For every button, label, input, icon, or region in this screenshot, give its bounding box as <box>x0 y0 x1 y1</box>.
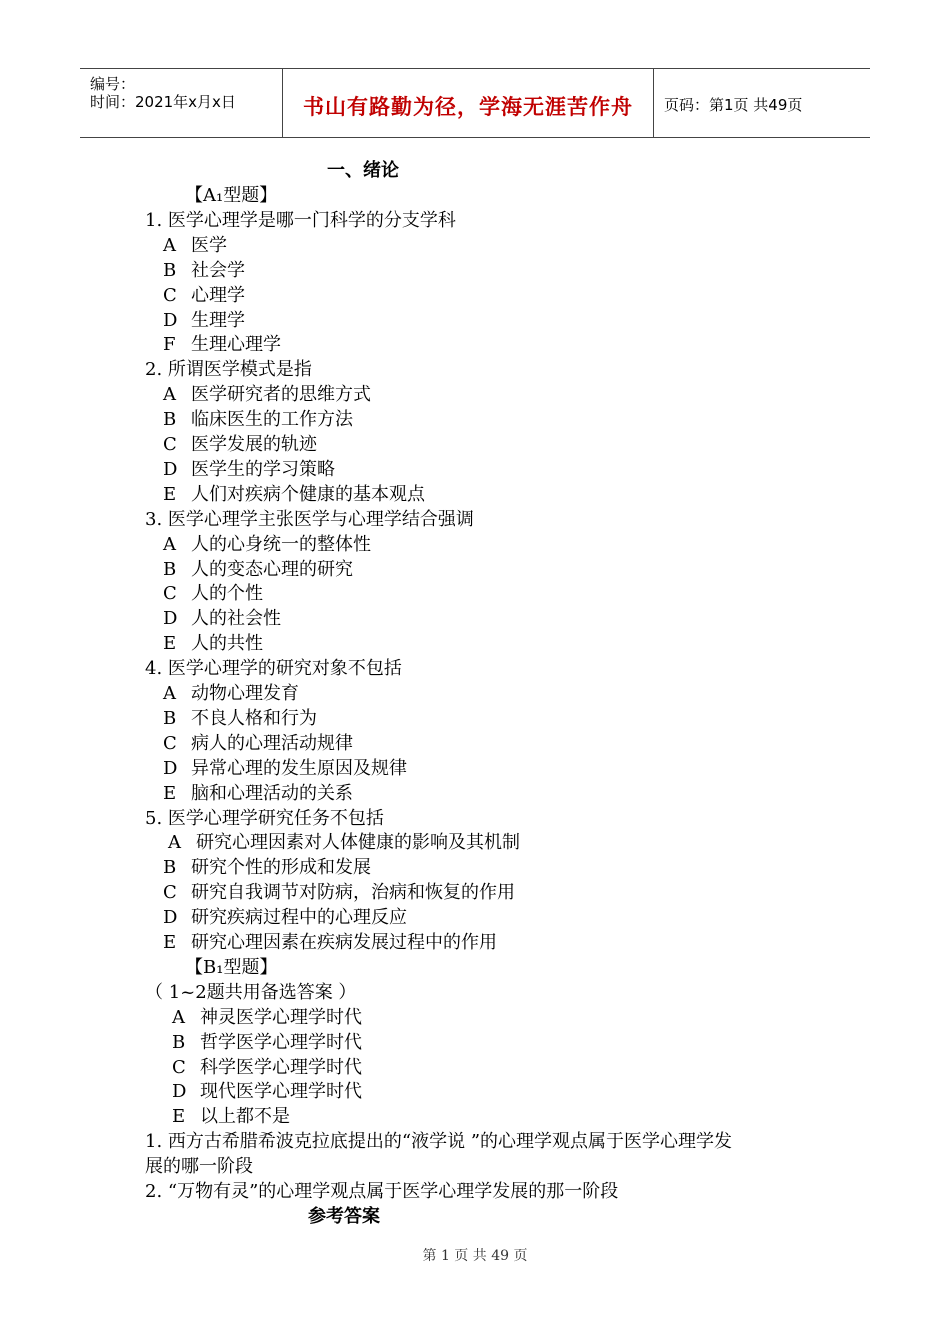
option-text: 神灵医学心理学时代 <box>200 1007 362 1028</box>
option-text: 人的变态心理的研究 <box>191 559 353 580</box>
option-letter: D <box>163 907 178 928</box>
section-title: 一、绪论 <box>327 160 399 181</box>
option-text: 科学医学心理学时代 <box>200 1057 362 1078</box>
option-letter: E <box>163 932 177 953</box>
answer-option <box>163 284 245 308</box>
option-text: 研究自我调节对防病，治病和恢复的作用 <box>191 882 515 903</box>
option-text: 研究心理因素对人体健康的影响及其机制 <box>196 832 520 853</box>
option-letter: C <box>163 285 177 306</box>
answer-option <box>163 533 371 557</box>
question-stem: 5. 医学心理学研究任务不包括 <box>145 808 384 829</box>
option-text: 哲学医学心理学时代 <box>200 1032 362 1053</box>
answer-option <box>163 309 245 333</box>
answer-option <box>163 782 353 806</box>
shared-answer-option <box>172 1006 362 1030</box>
answer-option <box>163 707 317 731</box>
option-letter: B <box>163 708 177 729</box>
question-stem: 1. 医学心理学是哪一门科学的分支学科 <box>145 210 456 231</box>
shared-answer-option <box>172 1056 362 1080</box>
header-meta <box>80 69 283 137</box>
a1-type-heading: 【A₁型题】 <box>185 185 278 206</box>
header-motto-cell <box>283 69 654 137</box>
answer-option <box>163 234 227 258</box>
option-text: 心理学 <box>191 285 245 306</box>
option-letter: B <box>163 559 177 580</box>
question-stem: 2. 所谓医学模式是指 <box>145 359 312 380</box>
shared-answer-option <box>172 1080 362 1104</box>
option-letter: A <box>163 384 176 405</box>
number-label: 编号： <box>90 75 136 93</box>
option-letter: F <box>163 334 176 355</box>
answer-option <box>163 383 371 407</box>
option-letter: A <box>172 1007 185 1028</box>
option-text: 研究心理因素在疾病发展过程中的作用 <box>191 932 497 953</box>
option-text: 社会学 <box>191 260 245 281</box>
option-text: 医学发展的轨迹 <box>191 434 317 455</box>
option-text: 临床医生的工作方法 <box>191 409 353 430</box>
option-letter: D <box>163 608 178 629</box>
b1-type-heading: 【B₁型题】 <box>185 957 278 978</box>
question-stem: 4. 医学心理学的研究对象不包括 <box>145 658 402 679</box>
option-text: 动物心理发育 <box>191 683 299 704</box>
option-letter: B <box>172 1032 186 1053</box>
answer-option <box>163 582 263 606</box>
option-text: 医学 <box>191 235 227 256</box>
answer-option <box>163 333 281 357</box>
option-letter: D <box>163 758 178 779</box>
option-text: 不良人格和行为 <box>191 708 317 729</box>
option-text: 人们对疾病个健康的基本观点 <box>191 484 425 505</box>
page-info: 页码：第1页 共49页 <box>664 96 803 114</box>
option-text: 医学研究者的思维方式 <box>191 384 371 405</box>
option-letter: B <box>163 409 177 430</box>
motto: 书山有路勤为径，学海无涯苦作舟 <box>303 95 633 119</box>
option-text: 人的共性 <box>191 633 263 654</box>
option-text: 生理学 <box>191 310 245 331</box>
answer-option <box>163 259 245 283</box>
answer-option <box>163 433 317 457</box>
question-stem: 3. 医学心理学主张医学与心理学结合强调 <box>145 509 474 530</box>
answer-option <box>163 558 353 582</box>
option-text: 人的心身统一的整体性 <box>191 534 371 555</box>
answer-option <box>163 906 407 930</box>
shared-answer-option <box>172 1031 362 1055</box>
answer-option <box>163 607 281 631</box>
option-text: 脑和心理活动的关系 <box>191 783 353 804</box>
option-letter: A <box>163 683 176 704</box>
option-letter: E <box>163 484 177 505</box>
answer-option <box>163 483 425 507</box>
option-letter: B <box>163 857 177 878</box>
answer-option <box>163 931 497 955</box>
option-letter: D <box>172 1081 187 1102</box>
option-letter: C <box>163 434 177 455</box>
b1-question-2: 2. “万物有灵”的心理学观点属于医学心理学发展的那一阶段 <box>145 1181 619 1202</box>
option-letter: D <box>163 459 178 480</box>
option-letter: B <box>163 260 177 281</box>
option-text: 异常心理的发生原因及规律 <box>191 758 407 779</box>
option-letter: E <box>172 1106 186 1127</box>
option-text: 人的社会性 <box>191 608 281 629</box>
time-label: 时间：2021年x月x日 <box>90 93 236 111</box>
answer-option <box>163 856 371 880</box>
shared-answer-option <box>172 1105 290 1129</box>
header-page-cell <box>654 69 870 137</box>
option-letter: D <box>163 310 178 331</box>
option-text: 医学生的学习策略 <box>191 459 335 480</box>
option-text: 生理心理学 <box>191 334 281 355</box>
answer-option <box>163 458 335 482</box>
answer-option <box>163 682 299 706</box>
option-text: 现代医学心理学时代 <box>200 1081 362 1102</box>
option-letter: A <box>168 832 181 853</box>
answer-option <box>163 881 515 905</box>
option-letter: E <box>163 633 177 654</box>
b1-question-1: 1. 西方古希腊希波克拉底提出的“液学说 ”的心理学观点属于医学心理学发 <box>145 1131 733 1152</box>
option-letter: A <box>163 235 176 256</box>
answers-heading: 参考答案 <box>308 1206 380 1227</box>
answer-option <box>163 632 263 656</box>
option-text: 研究个性的形成和发展 <box>191 857 371 878</box>
option-letter: C <box>163 733 177 754</box>
option-letter: C <box>172 1057 186 1078</box>
option-letter: E <box>163 783 177 804</box>
option-text: 研究疾病过程中的心理反应 <box>191 907 407 928</box>
shared-options-note: （ 1~2题共用备选答案 ） <box>145 982 357 1003</box>
option-text: 病人的心理活动规律 <box>191 733 353 754</box>
answer-option <box>163 732 353 756</box>
option-letter: C <box>163 583 177 604</box>
answer-option <box>168 831 520 855</box>
option-text: 以上都不是 <box>200 1106 290 1127</box>
option-letter: C <box>163 882 177 903</box>
document-header <box>80 68 870 138</box>
option-text: 人的个性 <box>191 583 263 604</box>
option-letter: A <box>163 534 176 555</box>
page-footer: 第 1 页 共 49 页 <box>422 1248 528 1264</box>
b1-question-1-continued: 展的哪一阶段 <box>145 1156 253 1177</box>
answer-option <box>163 757 407 781</box>
answer-option <box>163 408 353 432</box>
